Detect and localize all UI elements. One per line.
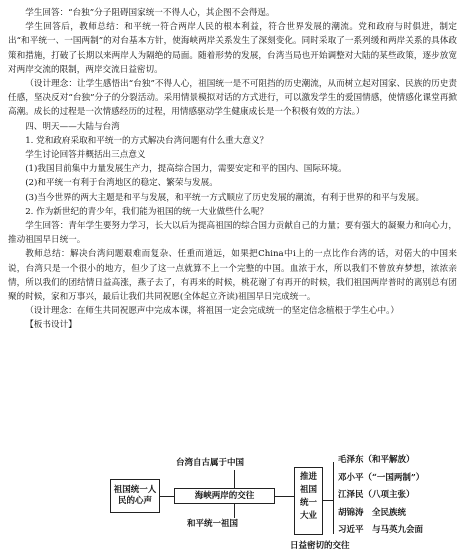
board-bottom-right-label: 日益密切的交往 bbox=[290, 541, 350, 551]
board-bottom-label: 和平统一祖国 bbox=[187, 519, 239, 529]
board-design-heading: 【板书设计】 bbox=[25, 320, 77, 331]
brace-vertical bbox=[333, 462, 334, 534]
board-mid-box: 推进祖国统一大业 bbox=[294, 467, 323, 535]
board-center-box: 海峡两岸的交往 bbox=[174, 488, 275, 504]
connector-right bbox=[275, 496, 294, 497]
paragraph-student-answer: 学生回答：“台独”分子阻碍国家统一不得人心，其企图不会得逞。 bbox=[25, 8, 275, 18]
board-top-label: 台湾自古属于中国 bbox=[176, 458, 245, 468]
leader-item: 胡锦涛 全民族统 bbox=[338, 508, 407, 518]
connector-bottom bbox=[234, 504, 235, 518]
leader-item: 毛泽东（和平解放） bbox=[338, 455, 415, 465]
connector-top bbox=[234, 470, 235, 488]
leader-item: 江泽民（八项主张） bbox=[338, 490, 415, 500]
question-2: 2. 作为新世纪的青少年，我们能为祖国的统一大业做些什么呢？ bbox=[25, 206, 269, 217]
question-1: 1. 党和政府采取和平统一的方式解决台湾问题有什么重大意义？ bbox=[25, 135, 269, 146]
document-body bbox=[8, 6, 457, 333]
point-2: (2)和平统一有利于台湾地区的稳定、繁荣与发展。 bbox=[25, 178, 218, 189]
point-3: (3)当今世界的两大主题是和平与发展，和平统一方式顺应了历史发展的潮流，有利于世界的和平与发展。 bbox=[25, 192, 425, 203]
paragraph-discussion: 学生讨论回答并概括出三点意义 bbox=[25, 150, 146, 161]
paragraph-teacher-summary: 学生回答后，教师总结：和平统一符合两岸人民的根本利益，符合世界发展的潮流。党和政府与时俱进，制定出“和平统一、一国两制”的对台基本方针，使海峡两岸关系发生了深刻变化。同时采取了一系列缓和两岸关系的具体政策和措施，打破了长期以来两岸人为隔绝的局面。随着形势的发展，台湾当局也开始调整对大陆的某些政策，逐步放宽对两岸交流的限制，两岸交流日益密切。 bbox=[8, 22, 457, 75]
paragraph-design-idea-2: （设计理念：在师生共同祝愿声中完成本课，将祖国一定会完成统一的坚定信念植根于学生心中。） bbox=[25, 306, 400, 317]
point-1: (1)我国目前集中力量发展生产力，提高综合国力，需要安定和平的国内、国际环境。 bbox=[25, 164, 347, 175]
paragraph-design-idea-1: （设计理念：让学生感悟出“台独”不得人心，祖国统一是不可阻挡的历史潮流，从而树立起对国家、民族的历史责任感，坚决反对“台独”分子的分裂活动。采用情景模拟对话的方式进行，可以激发学生的爱国情感，使情感化课堂再掀高潮。成长的过程是一次情感经历的过程，用情感驱动学生健康成长是一个积极有效的方法。） bbox=[8, 79, 457, 118]
board-left-box: 祖国统一人民的心声 bbox=[110, 479, 160, 513]
leader-item: 邓小平（“一国两制”） bbox=[338, 473, 425, 483]
leader-item: 习近平 与马英九会面 bbox=[338, 525, 424, 535]
connector-left bbox=[160, 496, 174, 497]
connector-brace bbox=[323, 500, 333, 501]
paragraph-student-answer-2: 学生回答：青年学生要努力学习，长大以后为提高祖国的综合国力贡献自己的力量；要有强大的凝聚力和向心力，推动祖国早日统一。 bbox=[8, 221, 457, 246]
section-heading-tomorrow: 四、明天——大陆与台湾 bbox=[25, 121, 120, 132]
paragraph-teacher-summary-2: 教师总结：解决台湾问题艰难而复杂、任重而道远，如果把China中i上的一点比作台湾的话，对偌大的中国来说，台湾只是一个很小的地方，但少了这一点就算不上一个完整的中国。血浓于水，所以我们不曾放弃梦想，浓浓亲情，所以我们的团结情日益高涨，燕子去了，有再来的时候，桃花谢了有再开的时候，我们祖国两岸普时的离别总有团聚的时候，家和万事兴，最后让我们共同祝愿(全体起立齐读)祖国早日完成统一。 bbox=[8, 249, 457, 303]
